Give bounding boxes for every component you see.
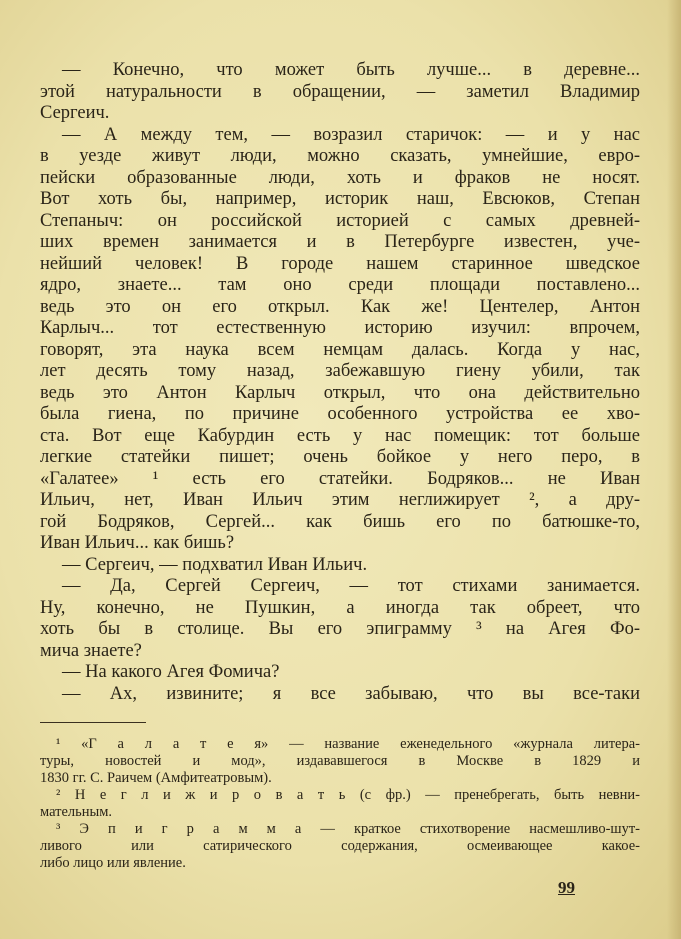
text-line: Ну, конечно, не Пушкин, а иногда так обреет, что xyxy=(40,597,640,618)
text-line: ших времен занимается и в Петербурге известен, уче- xyxy=(40,232,640,252)
text-line: — Конечно, что может быть лучше... в деревне... xyxy=(62,60,640,80)
footnote-rule xyxy=(40,722,146,723)
text-line: ведь это Антон Карлыч открыл, что она действительно xyxy=(40,382,640,403)
footnote-line: мательным. xyxy=(40,804,113,820)
text-line: — На какого Агея Фомича? xyxy=(62,662,280,682)
text-line: легкие статейки пишет; очень бойкое у него перо, в xyxy=(40,447,640,467)
footnotes xyxy=(40,736,640,872)
text-line: ста. Вот еще Кабурдин есть у нас помещик: тот больше xyxy=(40,425,640,446)
text-line: ядро, знаете... там оно среди площади поставлено... xyxy=(40,275,640,295)
footnote-line: туры, новостей и мод», издававшегося в Москве в 1829 и xyxy=(40,753,640,769)
text-line: в уезде живут люди, можно сказать, умнейшие, евро- xyxy=(40,146,640,166)
text-line: нейший человек! В городе нашем старинное шведское xyxy=(40,253,640,274)
text-line: говорят, эта наука всем немцам далась. Когда у нас, xyxy=(40,339,640,360)
footnote-line: ³ Э п и г р а м м а — краткое стихотворение насмешливо-шут- xyxy=(56,821,640,837)
main-text xyxy=(40,60,640,705)
footnote-line: ливого или сатирического содержания, осмеивающее какое- xyxy=(40,838,640,854)
text-line: Степаныч: он российской историей с самых древней- xyxy=(40,210,640,231)
text-line: этой натуральности в обращении, — заметил Владимир xyxy=(40,81,640,102)
text-line: гой Бодряков, Сергей... как бишь его по батюшке-то, xyxy=(40,511,640,532)
text-line: ведь это он его открыл. Как же! Центелер, Антон xyxy=(40,296,640,317)
text-line: — Ах, извините; я все забываю, что вы все-таки xyxy=(62,683,640,704)
text-line: — Да, Сергей Сергеич, — тот стихами занимается. xyxy=(62,576,640,596)
text-line: — Сергеич, — подхватил Иван Ильич. xyxy=(62,554,368,575)
text-line: хоть бы в столице. Вы его эпиграмму ³ на Агея Фо- xyxy=(40,619,640,639)
footnote-line: либо лицо или явление. xyxy=(40,855,186,871)
text-line: мича знаете? xyxy=(40,640,142,661)
text-line: была гиена, по причине особенного устройства ее хво- xyxy=(40,404,640,424)
text-line: Иван Ильич... как бишь? xyxy=(40,533,235,553)
text-line: «Галатее» ¹ есть его статейки. Бодряков... не Иван xyxy=(40,468,640,489)
page-edge-shadow xyxy=(667,0,681,939)
footnote-line: 1830 гг. С. Раичем (Амфитеатровым). xyxy=(40,770,272,786)
text-line: Вот хоть бы, например, историк наш, Евсюков, Степан xyxy=(40,189,640,209)
text-line: пейски образованные люди, хоть и фраков не носят. xyxy=(40,167,640,188)
footnote-line: ² Н е г л и ж и р о в а т ь (с фр.) — пренебрегать, быть невни- xyxy=(56,787,640,803)
text-line: — А между тем, — возразил старичок: — и у нас xyxy=(62,124,640,145)
text-line: Карлыч... тот естественную историю изучил: впрочем, xyxy=(40,318,640,338)
text-line: Ильич, нет, Иван Ильич этим неглижирует ², а дру- xyxy=(40,490,640,510)
text-line: Сергеич. xyxy=(40,103,110,123)
text-line: лет десять тому назад, забежавшую гиену убили, так xyxy=(40,361,640,381)
page-number: 99 xyxy=(558,878,575,897)
footnote-line: ¹ «Г а л а т е я» — название еженедельного «журнала литера- xyxy=(56,736,640,752)
